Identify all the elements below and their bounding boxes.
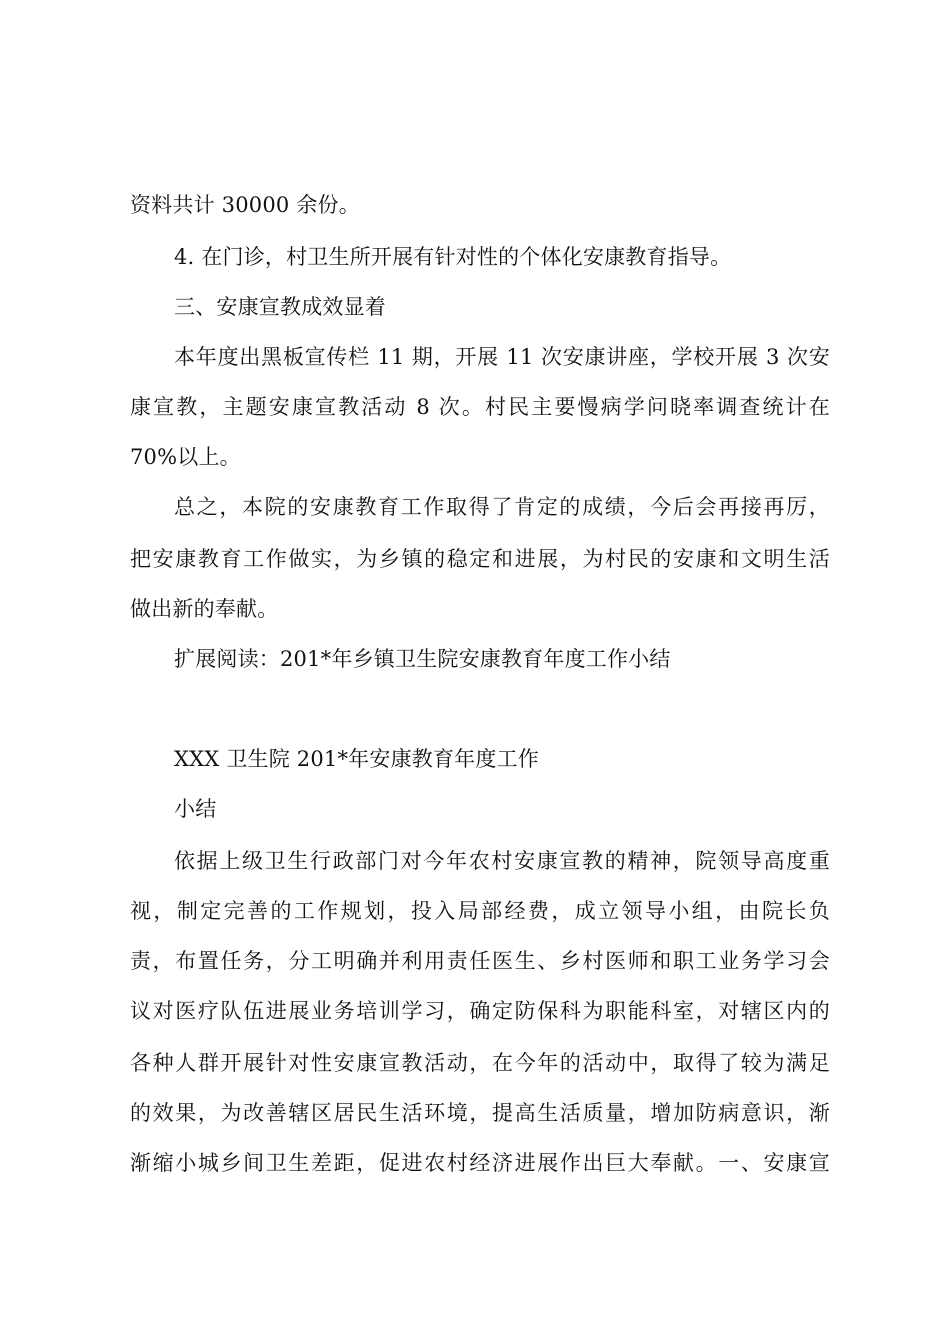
text-line: 各种人群开展针对性安康宣教活动，在今年的活动中，取得了较为满足: [130, 1051, 830, 1075]
text-line: 责，布置任务，分工明确并利用责任医生、乡村医师和职工业务学习会: [130, 949, 830, 973]
text-line: 视，制定完善的工作规划，投入局部经费，成立领导小组，由院长负: [130, 899, 830, 923]
text-line: 70%以上。: [130, 445, 241, 469]
section-heading: 三、安康宣教成效显着: [174, 295, 386, 319]
text-line: 的效果，为改善辖区居民生活环境，提高生活质量，增加防病意识，渐: [130, 1101, 830, 1125]
document-title: XXX 卫生院 201*年安康教育年度工作: [174, 747, 539, 771]
text-line: 把安康教育工作做实，为乡镇的稳定和进展，为村民的安康和文明生活: [130, 547, 830, 571]
text-line: 资料共计 30000 余份。: [130, 193, 360, 217]
text-line: 4. 在门诊，村卫生所开展有针对性的个体化安康教育指导。: [174, 245, 732, 269]
text-line: 本年度出黑板宣传栏 11 期，开展 11 次安康讲座，学校开展 3 次安: [174, 345, 830, 369]
text-line: 总之，本院的安康教育工作取得了肯定的成绩，今后会再接再厉，: [174, 495, 830, 519]
text-line: 扩展阅读：201*年乡镇卫生院安康教育年度工作小结: [174, 647, 671, 671]
text-line: 依据上级卫生行政部门对今年农村安康宣教的精神，院领导高度重: [174, 849, 830, 873]
document-subtitle: 小结: [174, 797, 217, 821]
text-line: 做出新的奉献。: [130, 597, 279, 621]
text-line: 渐缩小城乡间卫生差距，促进农村经济进展作出巨大奉献。一、安康宣: [130, 1151, 830, 1175]
text-line: 康宣教，主题安康宣教活动 8 次。村民主要慢病学问晓率调查统计在: [130, 395, 830, 419]
text-line: 议对医疗队伍进展业务培训学习，确定防保科为职能科室，对辖区内的: [130, 999, 830, 1023]
